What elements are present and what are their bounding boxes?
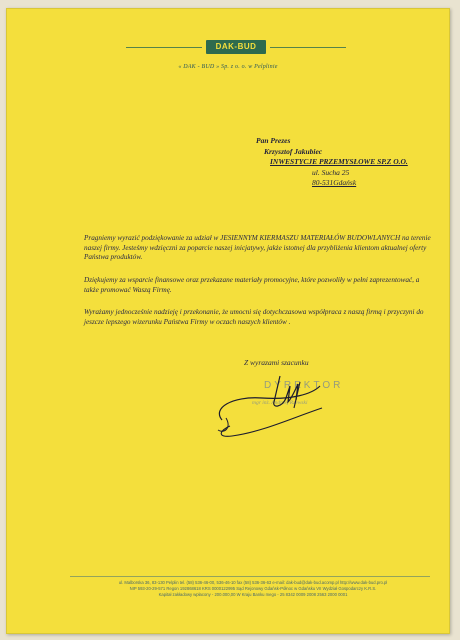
director-stamp-name: mgr inż. Andrzej Rzewski [252, 400, 308, 406]
letter-page [6, 8, 450, 634]
body-paragraph-3: Wyrażamy jednocześnie nadzieję i przekonanie, że umocni się dotychczasowa współpraca z naszą firmą i przyczyni do jeszcze lepszego wizerunku Państwa Firmy w oczach naszych klientów . [84, 308, 424, 326]
footer-rule [70, 576, 430, 577]
body-paragraph-1: Pragniemy wyrazić podziękowanie za udział w JESIENNYM KIERMASZU MATERIAŁÓW BUDOWLANYCH na terenie naszej firmy. Jesteśmy wdzięczni za poparcie naszej inicjatywy, jakże istotnej dla przybliżenia klientom aktualnej oferty Państwa produktów. [84, 234, 431, 261]
closing-regards: Z wyrazami szacunku [244, 358, 309, 367]
addressee-city: 80-531Gdańsk [312, 178, 357, 187]
body-paragraph-2: Dziękujemy za wsparcie finansowe oraz przekazane materiały promocyjne, które pozwoliły w pełni zaprezentować, a także promować Waszą Firmę. [84, 276, 420, 294]
letter-footer [74, 580, 432, 599]
letterhead-rule-left [126, 47, 202, 48]
addressee-street: ul. Sucha 25 [312, 167, 350, 177]
director-stamp-title: DYREKTOR [264, 380, 344, 391]
footer-line-1: ul. Malborska 36, 83-130 Pelplin tel. (58) 536-46-00, 536-46-10 fax (58) 536-36-63 e-mail: dak-bud@dak-bud.acomp.pl http://www.dak-bud.pro.pl [118, 580, 388, 585]
addressee-title: Pan Prezes [256, 136, 291, 145]
addressee-company: INWESTYCJE PRZEMYSŁOWE SP.Z O.O. [270, 157, 408, 166]
footer-line-3: Kapitał zakładowy wpłacony - 200.000,00 W Kraju Banku mego - 25 8342 0009 2008 2563 2000 0001 [158, 592, 348, 598]
company-name-line: « DAK - BUD » Sp. z o. o. w Pelplinie [178, 64, 278, 70]
company-logo: DAK-BUD [206, 40, 266, 54]
letterhead-rule-right [270, 47, 346, 48]
addressee-name: Krzysztof Jakubiec [264, 146, 323, 156]
footer-line-2: NIP 593-20-29-571 Regon 192868618 KRS 0000122995 Sąd Rejonowy Gdańsk-Północ w Gdańsku VII Wydział Gospodarczy K.R.S. [129, 586, 377, 592]
addressee-block [256, 136, 408, 189]
handwritten-signature [202, 368, 332, 448]
